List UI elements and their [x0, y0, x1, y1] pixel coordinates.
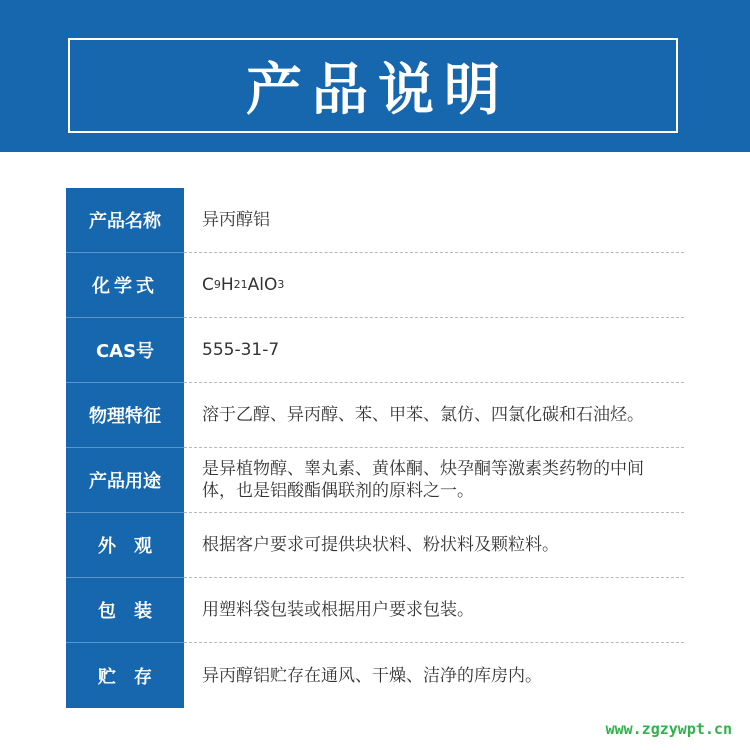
table-row — [66, 188, 684, 253]
table-row — [66, 383, 684, 448]
row-value-physical: 溶于乙醇、异丙醇、苯、甲苯、氯仿、四氯化碳和石油烃。 — [184, 383, 684, 448]
formula-c: C — [202, 275, 214, 295]
row-value-name: 异丙醇铝 — [184, 188, 684, 253]
row-label-cas: CAS号 — [66, 318, 184, 383]
row-label-physical: 物理特征 — [66, 383, 184, 448]
table-row — [66, 513, 684, 578]
table-row — [66, 448, 684, 513]
product-spec-table — [66, 188, 684, 708]
row-value-storage: 异丙醇铝贮存在通风、干燥、洁净的库房内。 — [202, 665, 542, 686]
row-value-usage: 是异植物醇、睾丸素、黄体酮、炔孕酮等激素类药物的中间体，也是铝酸酯偶联剂的原料之一。 — [184, 448, 684, 513]
table-row — [66, 578, 684, 643]
formula-alo: AlO — [247, 275, 278, 295]
formula-o-sub: 3 — [277, 278, 285, 291]
row-label-packaging: 包 装 — [66, 578, 184, 643]
table-row — [66, 318, 684, 383]
row-label-storage: 贮 存 — [66, 643, 184, 708]
row-label-name: 产品名称 — [66, 188, 184, 253]
row-label-appearance: 外 观 — [66, 513, 184, 578]
formula-c-sub: 9 — [213, 278, 221, 291]
page-title: 产品说明 — [246, 57, 510, 123]
table-row — [66, 253, 684, 318]
title-frame — [68, 38, 678, 133]
header-banner — [0, 0, 750, 152]
row-value-cas: 555-31-7 — [184, 318, 684, 383]
site-watermark: www.zgzywpt.cn — [605, 720, 732, 738]
row-label-formula: 化学式 — [66, 253, 184, 318]
row-value-packaging: 用塑料袋包装或根据用户要求包装。 — [184, 578, 684, 643]
table-row — [66, 643, 684, 708]
row-value-appearance: 根据客户要求可提供块状料、粉状料及颗粒料。 — [184, 513, 684, 578]
row-label-usage: 产品用途 — [66, 448, 184, 513]
row-value-formula — [184, 253, 684, 318]
formula-h: H — [220, 275, 234, 295]
formula-h-sub: 21 — [233, 278, 248, 291]
